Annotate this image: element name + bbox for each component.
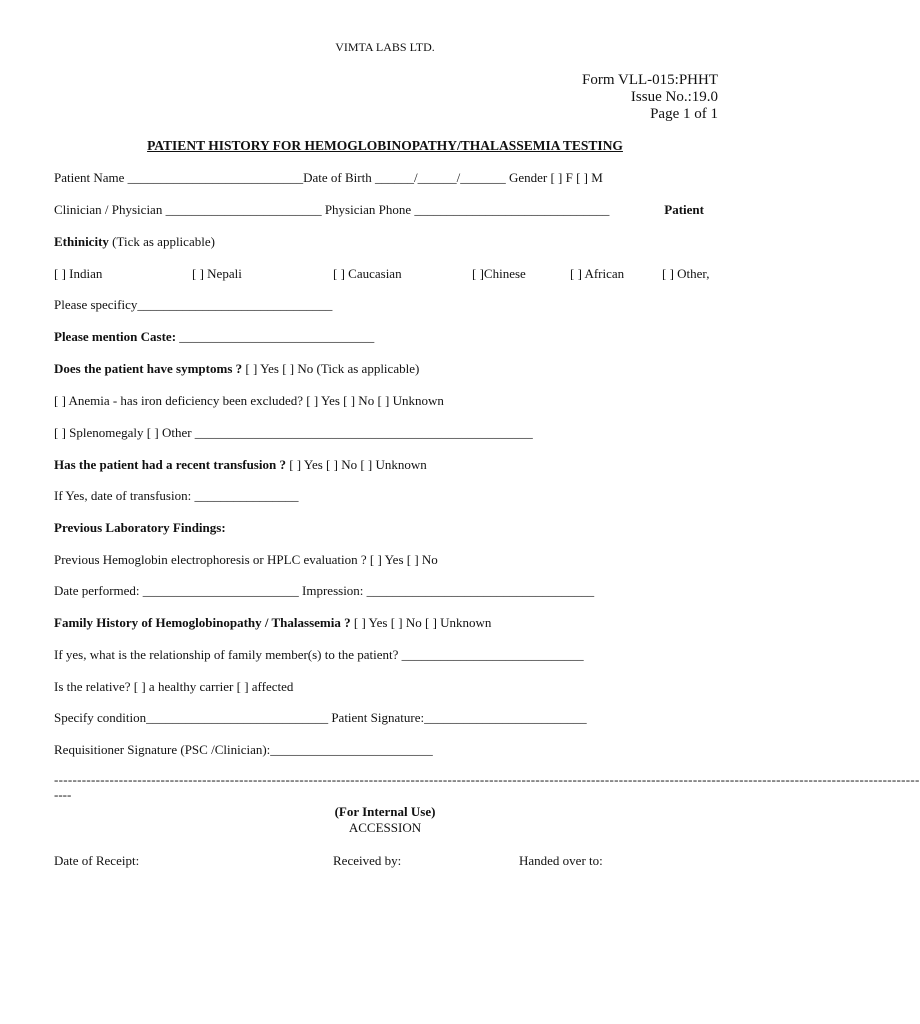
divider-dashes-tail: ---- xyxy=(54,787,72,802)
page-number: Page 1 of 1 xyxy=(650,106,718,122)
previous-lab-label: Previous Laboratory Findings: xyxy=(54,520,226,535)
transfusion-line xyxy=(54,456,716,474)
patient-name-line: Patient Name ___________________________Date of Birth ______/______/_______ Gender [ ] F [ ] M xyxy=(54,170,603,185)
caste-line xyxy=(54,328,716,346)
ethnicity-line xyxy=(54,233,716,251)
ethnicity-indian: [ ] Indian xyxy=(54,266,103,281)
family-history-label: Family History of Hemoglobinopathy / Thalassemia ? xyxy=(54,615,351,630)
handed-over-label: Handed over to: xyxy=(519,853,603,868)
ethnicity-other: [ ] Other, xyxy=(662,266,710,281)
form-number: Form VLL-015:PHHT xyxy=(582,72,718,88)
accession-label: ACCESSION xyxy=(348,820,422,835)
transfusion-label: Has the patient had a recent transfusion ? xyxy=(54,457,286,472)
received-by-label: Received by: xyxy=(333,853,402,868)
relationship-line: If yes, what is the relationship of family member(s) to the patient? ____________________________ xyxy=(54,647,584,662)
patient-label: Patient xyxy=(664,202,704,217)
relative-line: Is the relative? [ ] a healthy carrier [ ] affected xyxy=(54,679,294,694)
caste-blank: ______________________________ xyxy=(176,329,375,344)
specify-condition-line: Specify condition____________________________ Patient Signature:_________________________ xyxy=(54,710,587,725)
transfusion-date-line: If Yes, date of transfusion: ________________ xyxy=(54,488,299,503)
previous-hb-line: Previous Hemoglobin electrophoresis or HPLC evaluation ? [ ] Yes [ ] No xyxy=(54,552,438,567)
splenomegaly-line: [ ] Splenomegaly [ ] Other ____________________________________________________ xyxy=(54,425,533,440)
date-of-receipt-label: Date of Receipt: xyxy=(54,853,140,868)
family-history-line xyxy=(54,614,716,632)
please-specify-line: Please specificy______________________________ xyxy=(54,297,333,312)
ethnicity-label: Ethinicity xyxy=(54,234,109,249)
anemia-line: [ ] Anemia - has iron deficiency been excluded? [ ] Yes [ ] No [ ] Unknown xyxy=(54,393,444,408)
divider-dashes: ------------------------------------------------------------------------------------------------------------------------------------------------------------------------------------------- xyxy=(54,772,920,787)
company-name: VIMTA LABS LTD. xyxy=(335,40,435,54)
form-title: PATIENT HISTORY FOR HEMOGLOBINOPATHY/THALASSEMIA TESTING xyxy=(147,138,623,153)
issue-number: Issue No.:19.0 xyxy=(630,89,718,105)
date-performed-line: Date performed: ________________________ Impression: ___________________________________ xyxy=(54,583,595,598)
ethnicity-african: [ ] African xyxy=(570,266,625,281)
symptoms-line xyxy=(54,360,716,378)
clinician-line xyxy=(54,201,716,219)
symptoms-options: [ ] Yes [ ] No (Tick as applicable) xyxy=(242,361,420,376)
requisitioner-line: Requisitioner Signature (PSC /Clinician):_________________________ xyxy=(54,742,433,757)
clinician-text: Clinician / Physician ________________________ Physician Phone ______________________________ xyxy=(54,202,610,217)
ethnicity-note: (Tick as applicable) xyxy=(108,234,215,249)
ethnicity-caucasian: [ ] Caucasian xyxy=(333,266,402,281)
symptoms-label: Does the patient have symptoms ? xyxy=(54,361,243,376)
caste-label: Please mention Caste: xyxy=(54,329,177,344)
previous-lab-heading xyxy=(54,519,716,537)
family-history-options: [ ] Yes [ ] No [ ] Unknown xyxy=(350,615,492,630)
ethnicity-chinese: [ ]Chinese xyxy=(472,266,526,281)
transfusion-options: [ ] Yes [ ] No [ ] Unknown xyxy=(285,457,427,472)
ethnicity-nepali: [ ] Nepali xyxy=(192,266,242,281)
internal-use-label: (For Internal Use) xyxy=(334,804,436,819)
